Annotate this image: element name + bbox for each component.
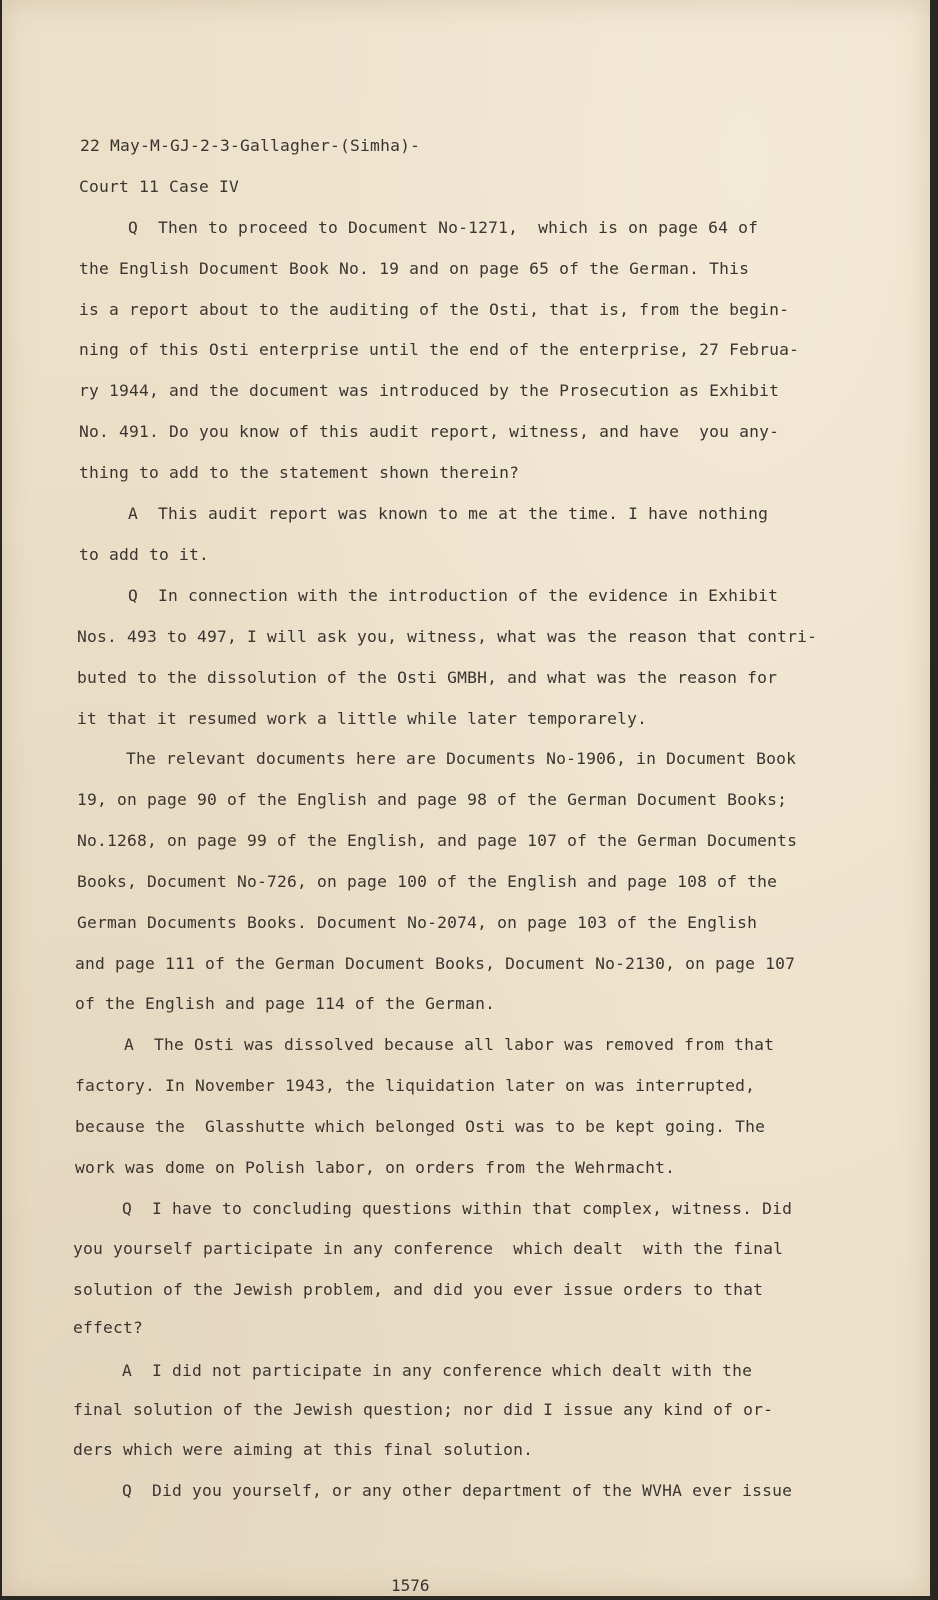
text-line: is a report about to the auditing of the Osti, that is, from the begin- — [79, 300, 790, 319]
text-line: factory. In November 1943, the liquidation later on was interrupted, — [75, 1076, 756, 1095]
text-line: A The Osti was dissolved because all labor was removed from that — [124, 1035, 775, 1054]
text-line: ry 1944, and the document was introduced by the Prosecution as Exhibit — [79, 381, 780, 400]
text-line: Books, Document No-726, on page 100 of the English and page 108 of the — [77, 872, 778, 891]
text-line: solution of the Jewish problem, and did you ever issue orders to that — [73, 1280, 764, 1299]
text-line: the English Document Book No. 19 and on page 65 of the German. This — [79, 259, 750, 278]
text-line: No.1268, on page 99 of the English, and page 107 of the German Documents — [77, 831, 798, 850]
text-line: effect? — [73, 1318, 144, 1337]
text-line: buted to the dissolution of the Osti GMBH, and what was the reason for — [77, 668, 778, 687]
text-line: because the Glasshutte which belonged Osti was to be kept going. The — [75, 1117, 766, 1136]
document-page — [2, 0, 930, 1596]
header-line-1: 22 May-M-GJ-2-3-Gallagher-(Simha)- — [80, 136, 421, 155]
text-line: work was dome on Polish labor, on orders from the Wehrmacht. — [75, 1158, 676, 1177]
text-line: Q Then to proceed to Document No-1271, which is on page 64 of — [128, 218, 759, 237]
text-line: No. 491. Do you know of this audit report, witness, and have you any- — [79, 422, 780, 441]
text-line: thing to add to the statement shown therein? — [79, 463, 520, 482]
text-line: Nos. 493 to 497, I will ask you, witness, what was the reason that contri- — [77, 627, 818, 646]
text-line: 19, on page 90 of the English and page 98 of the German Document Books; — [77, 790, 788, 809]
text-line: and page 111 of the German Document Books, Document No-2130, on page 107 — [75, 954, 796, 973]
text-line: Q I have to concluding questions within that complex, witness. Did — [122, 1199, 793, 1218]
text-line: The relevant documents here are Documents No-1906, in Document Book — [126, 749, 797, 768]
text-line: of the English and page 114 of the German. — [75, 994, 496, 1013]
text-line: you yourself participate in any conference which dealt with the final — [73, 1239, 784, 1258]
text-line: it that it resumed work a little while later temporarely. — [77, 709, 648, 728]
text-line: German Documents Books. Document No-2074, on page 103 of the English — [77, 913, 758, 932]
text-line: Q Did you yourself, or any other department of the WVHA ever issue — [122, 1481, 793, 1500]
page-number: 1576 — [391, 1576, 430, 1595]
text-line: final solution of the Jewish question; nor did I issue any kind of or- — [73, 1400, 774, 1419]
text-line: ning of this Osti enterprise until the end of the enterprise, 27 Februa- — [79, 340, 800, 359]
text-line: A I did not participate in any conference which dealt with the — [122, 1361, 753, 1380]
text-line: ders which were aiming at this final solution. — [73, 1440, 534, 1459]
text-line: A This audit report was known to me at the time. I have nothing — [128, 504, 769, 523]
text-line: Q In connection with the introduction of the evidence in Exhibit — [128, 586, 779, 605]
header-line-2: Court 11 Case IV — [79, 177, 240, 196]
text-line: to add to it. — [79, 545, 210, 564]
